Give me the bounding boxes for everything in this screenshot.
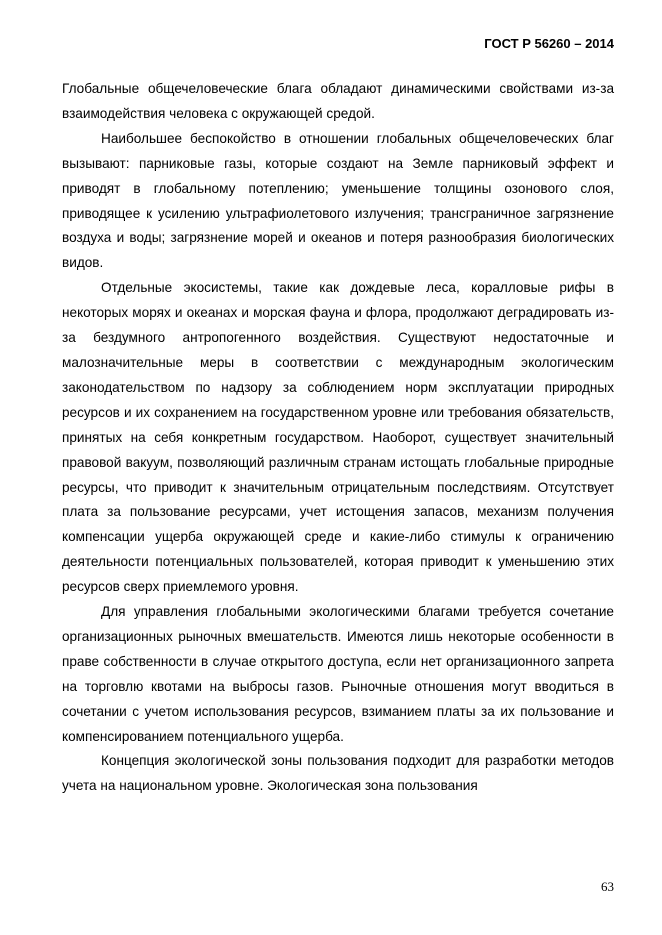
paragraph-3: Отдельные экосистемы, такие как дождевые леса, коралловые рифы в некоторых морях и океанах и морская фауна и флора, продолжают деградировать из-за бездумного антропогенного воздействия. Существуют недостаточные и малозначительные меры в соответствии с международным экологическим законодательством по надзору за соблюдением норм эксплуатации природных ресурсов и их сохранением на государственном уровне или требования обязательств, принятых на себя конкретным государством. Наоборот, существует значительный правовой вакуум, позволяющий различным странам истощать глобальные природные ресурсы, что приводит к значительным отрицательным последствиям. Отсутствует плата за пользование ресурсами, учет истощения запасов, механизм получения компенсации ущерба окружающей среде и какие-либо стимулы к ограничению деятельности потенциальных пользователей, которая приводит к уменьшению этих ресурсов сверх приемлемого уровня. [62, 280, 614, 595]
document-body [62, 77, 614, 799]
paragraph-2: Наибольшее беспокойство в отношении глобальных общечеловеческих благ вызывают: парниковые газы, которые создают на Земле парниковый эффект и приводят в глобальному потеплению; уменьшение толщины озонового слоя, приводящее к усилению ультрафиолетового излучения; трансграничное загрязнение воздуха и воды; загрязнение морей и океанов и потеря разнообразия биологических видов. [62, 130, 614, 271]
paragraph-5: Концепция экологической зоны пользования подходит для разработки методов учета на национальном уровне. Экологическая зона пользования [62, 753, 614, 794]
paragraph-4: Для управления глобальными экологическими благами требуется сочетание организационных рыночных вмешательств. Имеются лишь некоторые особенности в праве собственности в случае открытого доступа, если нет организационного запрета на торговлю квотами на выбросы газов. Рыночные отношения могут вводиться в сочетании с учетом использования ресурсов, взиманием платы за их пользование и компенсированием потенциального ущерба. [62, 604, 614, 744]
page-number: 63 [601, 879, 614, 894]
document-header: ГОСТ Р 56260 – 2014 [484, 36, 614, 51]
paragraph-1: Глобальные общечеловеческие блага обладают динамическими свойствами из-за взаимодействия человека с окружающей средой. [62, 81, 614, 121]
